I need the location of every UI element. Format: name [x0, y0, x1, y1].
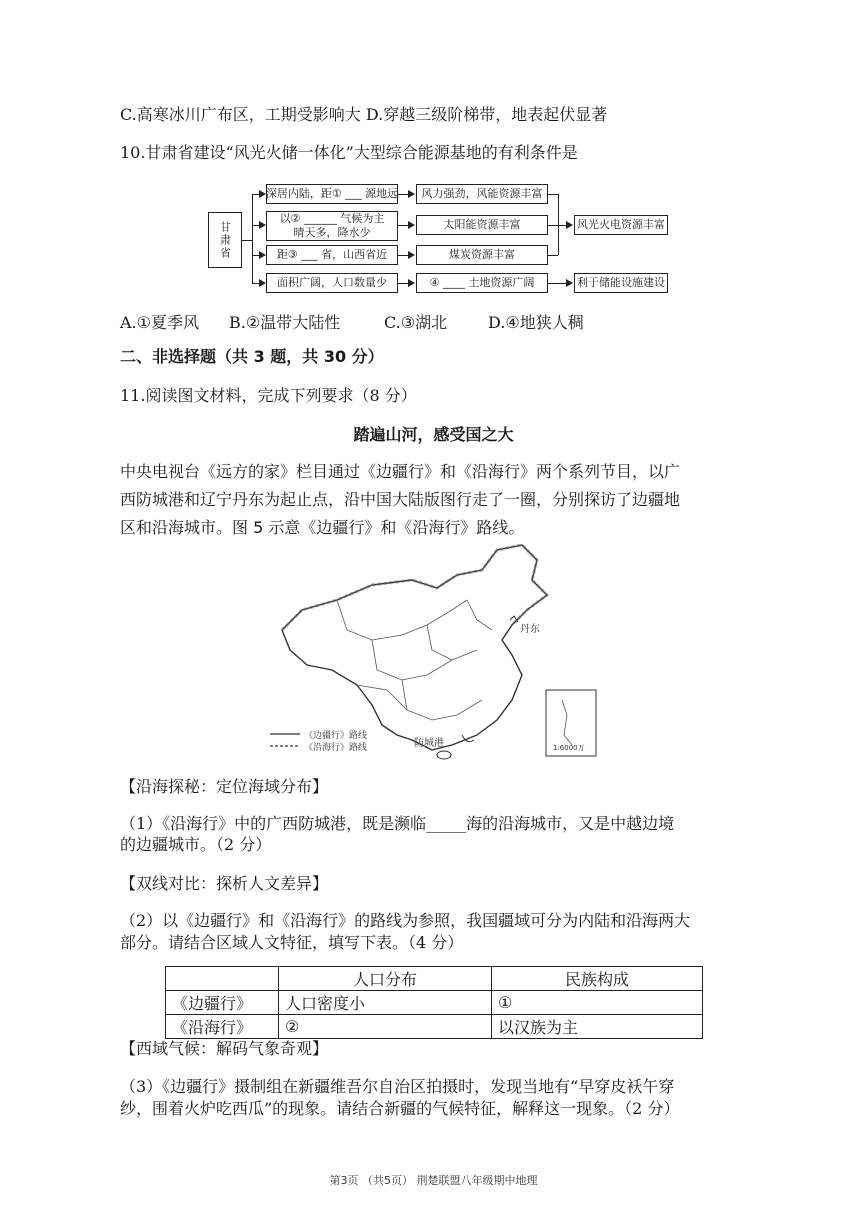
table-cell: 人口密度小	[279, 991, 492, 1015]
q11-part2-line2: 部分。请结合区域人文特征，填写下表。（4 分）	[120, 933, 464, 952]
q11-part1-line2: 的边疆城市。（2 分）	[120, 835, 272, 854]
q11-part1-line1: （1）《沿海行》中的广西防城港，既是濒临_____海的沿海城市，又是中越边境	[120, 814, 675, 833]
diagram-merge-result: 风光火电资源丰富	[574, 215, 668, 235]
q11-part2-heading: 【双线对比：探析人文差异】	[120, 874, 329, 893]
table-row	[166, 1015, 703, 1039]
q9-options-cd: C.高寒冰川广布区，工期受影响大 D.穿越三级阶梯带，地表起伏显著	[120, 105, 608, 124]
diagram-result-3: 煤炭资源丰富	[416, 245, 548, 265]
q10-stem: 10.甘肃省建设“风光火储一体化”大型综合能源基地的有利条件是	[120, 143, 578, 162]
table-cell: 《边疆行》	[166, 991, 279, 1015]
q11-material-title: 踏遍山河，感受国之大	[353, 425, 514, 444]
q11-part3-line1: （3）《边疆行》摄制组在新疆维吾尔自治区拍摄时，发现当地有“早穿皮袄午穿	[120, 1077, 675, 1096]
q10-option-d: D.④地狭人稠	[488, 313, 584, 332]
q10-option-b: B.②温带大陆性	[229, 313, 341, 332]
china-map-outline	[262, 540, 602, 760]
q11-part1-heading: 【沿海探秘：定位海域分布】	[120, 777, 329, 796]
section2-title: 二、非选择题（共 3 题，共 30 分）	[120, 347, 384, 366]
table-row	[166, 991, 703, 1015]
diagram-cond-3: 距③ ___ 省，山西省近	[266, 245, 398, 265]
map-label-dandong: 丹东	[520, 624, 540, 635]
diagram-storage-result: 利于储能设施建设	[574, 273, 668, 293]
table-header-row	[166, 967, 703, 991]
q10-option-a: A.①夏季风	[120, 313, 199, 332]
page-footer: 第3页 （共5页） 荆楚联盟八年级期中地理	[329, 1174, 538, 1187]
diagram-result-1: 风力强劲，风能资源丰富	[416, 184, 548, 204]
q10-diagram	[0, 0, 867, 300]
q11-part3-heading: 【西域气候：解码气象奇观】	[120, 1039, 329, 1058]
table-cell: ①	[492, 991, 703, 1015]
diagram-cond-4: 面积广阔，人口数量少	[266, 273, 398, 293]
q11-part2-line1: （2）以《边疆行》和《沿海行》的路线为参照，我国疆域可分为内陆和沿海两大	[120, 911, 691, 930]
diagram-cond-1: 深居内陆，距① ___ 源地远	[266, 184, 398, 204]
diagram-result-4: ④ ____ 土地资源广阔	[416, 273, 548, 293]
table-header-cell: 人口分布	[279, 967, 492, 991]
diagram-result-2: 太阳能资源丰富	[416, 215, 548, 235]
map-legend-border-route: 《边疆行》路线	[304, 731, 368, 741]
table-header-cell: 民族构成	[492, 967, 703, 991]
china-route-map	[262, 540, 602, 760]
diagram-cond-2: 以② ______ 气候为主 晴天多，降水少	[266, 211, 398, 241]
map-inset-scale: 1:6000万	[553, 744, 585, 752]
q11-answer-table	[165, 966, 703, 1039]
table-cell: 《沿海行》	[166, 1015, 279, 1039]
table-cell: 以汉族为主	[492, 1015, 703, 1039]
map-label-fangchenggang: 防城港	[414, 738, 444, 749]
diagram-root-gansu: 甘肃省	[208, 212, 242, 268]
table-header-cell	[166, 967, 279, 991]
map-legend-coast-route: 《沿海行》路线	[304, 743, 368, 753]
q11-part3-line2: 纱，围着火炉吃西瓜”的现象。请结合新疆的气候特征，解释这一现象。（2 分）	[120, 1099, 680, 1118]
q10-option-c: C.③湖北	[384, 313, 448, 332]
q11-material-text: 中央电视台《远方的家》栏目通过《边疆行》和《沿海行》两个系列节目，以广 西防城港和辽宁丹东为起止点，沿中国大陆版图行走了一圈，分别探访了边疆地 区和沿海城市。图 5 示意《边疆行》和《沿海行》路线。	[120, 462, 681, 537]
q11-stem: 11.阅读图文材料，完成下列要求（8 分）	[120, 386, 417, 405]
table-cell: ②	[279, 1015, 492, 1039]
